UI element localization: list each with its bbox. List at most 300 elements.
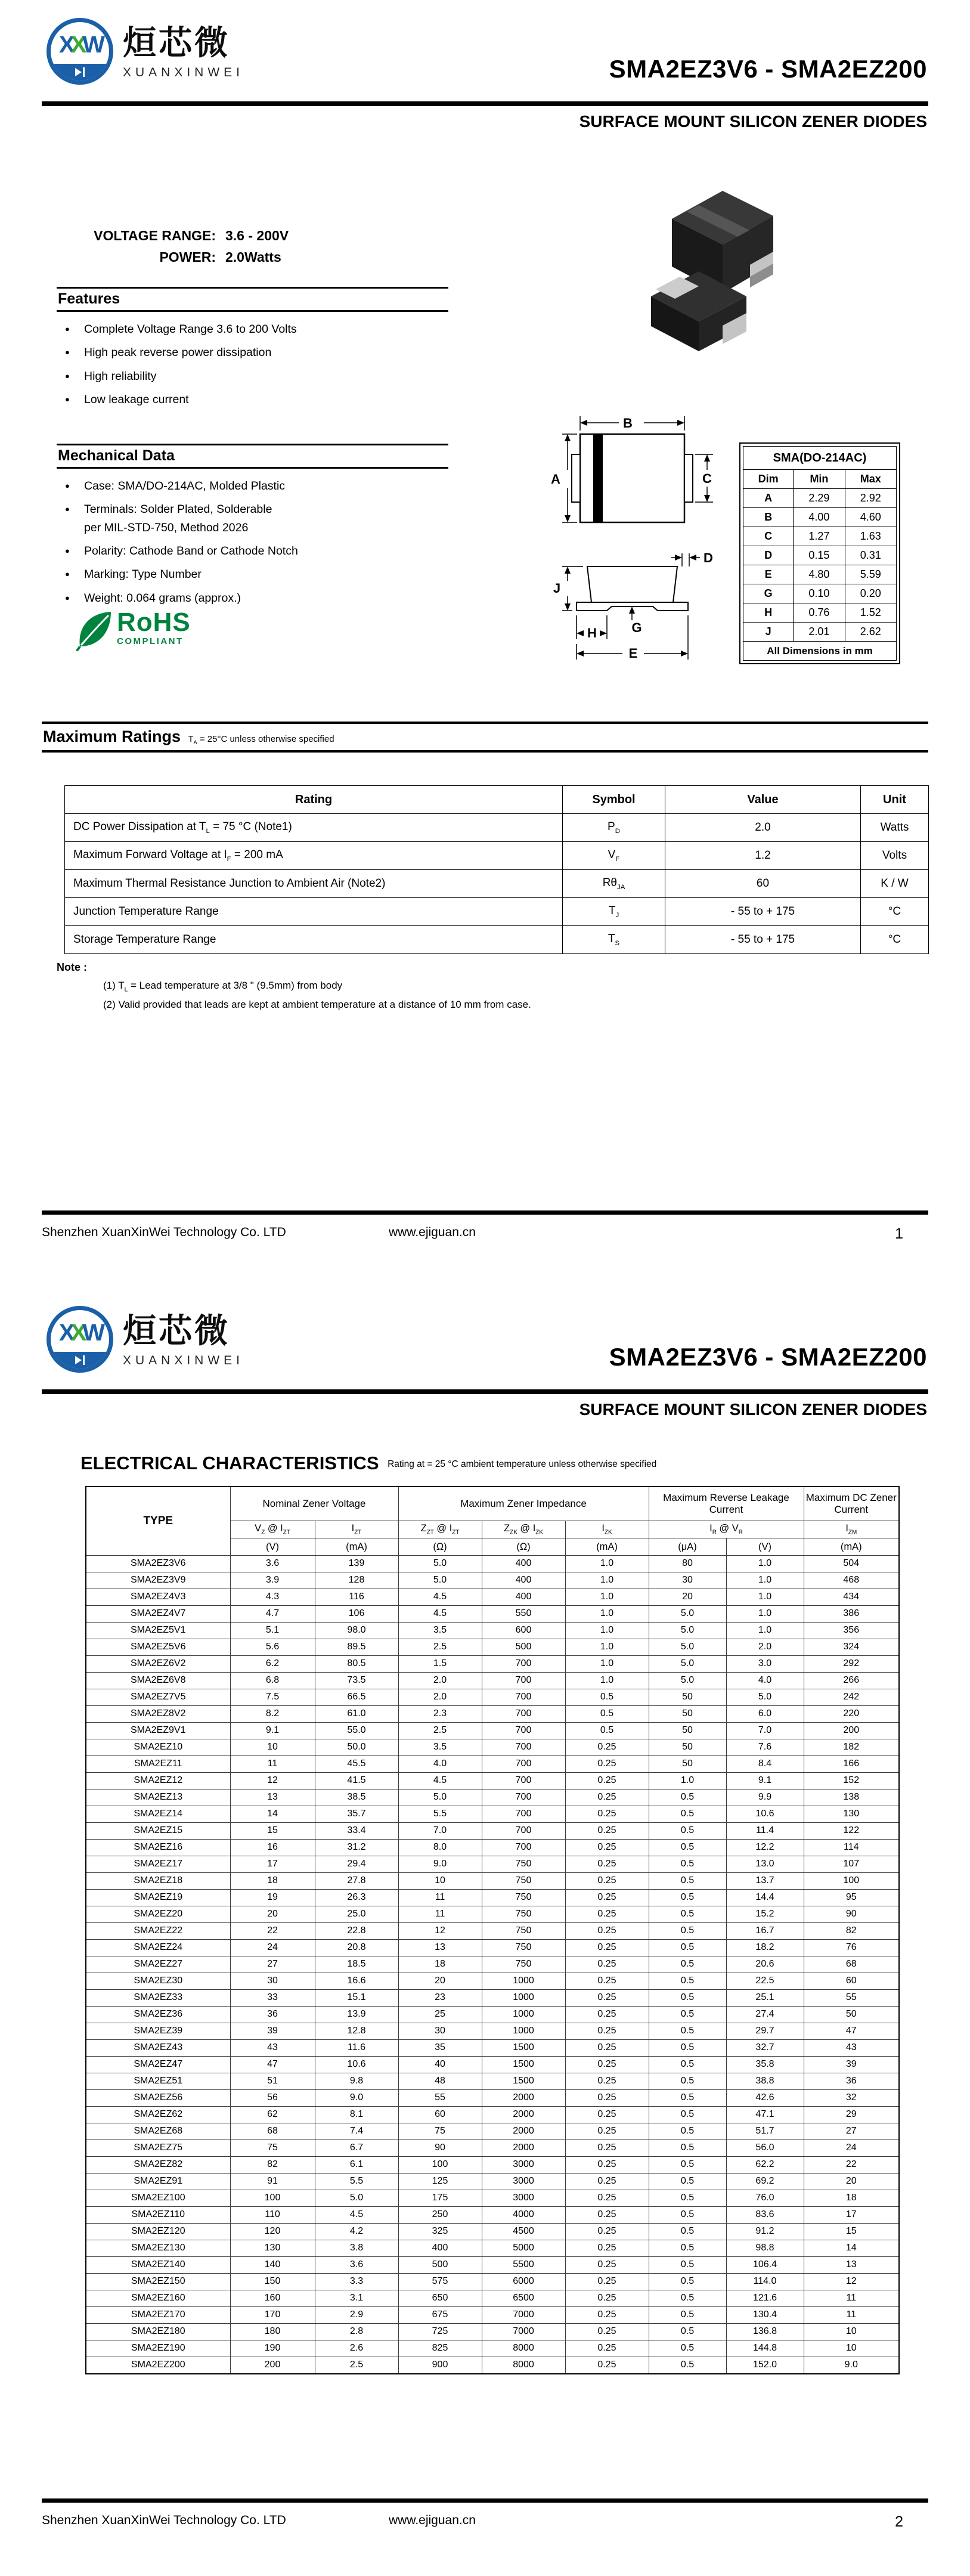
elec-cell: 39 <box>804 2057 899 2073</box>
elec-cell: 11 <box>804 2290 899 2307</box>
bullet-icon: ● <box>65 593 70 602</box>
dim-label-c: C <box>702 471 712 486</box>
elec-cell: 400 <box>398 2240 482 2257</box>
elec-cell: 3000 <box>482 2174 565 2190</box>
maximum-ratings-table <box>64 785 929 954</box>
elec-cell: 2.0 <box>398 1673 482 1689</box>
dim-label-j: J <box>553 581 561 596</box>
elec-cell: 138 <box>804 1789 899 1806</box>
elec-cell: 325 <box>398 2224 482 2240</box>
footer-row <box>42 1225 928 1249</box>
page-number: 2 <box>895 2513 903 2530</box>
elec-cell: 139 <box>315 1556 398 1572</box>
elec-cell: 434 <box>804 1589 899 1606</box>
elec-cell: SMA2EZ75 <box>86 2140 230 2157</box>
elec-cell: 47 <box>230 2057 315 2073</box>
elec-cell: SMA2EZ5V1 <box>86 1623 230 1639</box>
dims-cell: 2.29 <box>794 489 845 508</box>
elec-cell: 160 <box>230 2290 315 2307</box>
elec-cell: 1000 <box>482 1990 565 2007</box>
elec-cell: 6.7 <box>315 2140 398 2157</box>
page-title: SMA2EZ3V6 - SMA2EZ200 <box>609 55 927 83</box>
elec-cell: 50 <box>649 1706 726 1723</box>
elec-cell: 0.25 <box>565 2307 649 2324</box>
elec-cell: 1500 <box>482 2040 565 2057</box>
elec-cell: 0.25 <box>565 2007 649 2023</box>
elec-col-type: TYPE <box>86 1487 230 1556</box>
voltage-range-label: VOLTAGE RANGE: <box>94 228 216 243</box>
elec-cell: 20 <box>804 2174 899 2190</box>
ratings-cell: $P_D$ <box>563 814 665 842</box>
ratings-col-header: Rating <box>65 786 563 814</box>
elec-cell: 15 <box>804 2224 899 2240</box>
elec-cell: 56.0 <box>726 2140 804 2157</box>
elec-cell: 2.3 <box>398 1706 482 1723</box>
mechanical-item <box>57 478 448 494</box>
elec-cell: 0.5 <box>649 2340 726 2357</box>
elec-cell: 3.6 <box>230 1556 315 1572</box>
elec-cell: 700 <box>482 1823 565 1840</box>
dims-cell: H <box>743 603 794 623</box>
bullet-icon: ● <box>65 504 70 514</box>
elec-group-leakage: Maximum Reverse Leakage Current <box>649 1487 804 1521</box>
rohs-title: RoHS <box>117 608 191 637</box>
elec-cell: 18.2 <box>726 1940 804 1956</box>
elec-cell: 76.0 <box>726 2190 804 2207</box>
elec-row <box>86 1572 899 1589</box>
bullet-icon: ● <box>65 371 70 380</box>
elec-cell: 0.25 <box>565 2023 649 2040</box>
brand-name-chinese: 烜芯微 <box>123 1312 230 1349</box>
elec-cell: 61.0 <box>315 1706 398 1723</box>
elec-cell: 0.5 <box>565 1689 649 1706</box>
elec-cell: 4000 <box>482 2207 565 2224</box>
elec-cell: 10.6 <box>726 1806 804 1823</box>
elec-cell: 5.0 <box>649 1623 726 1639</box>
elec-cell: SMA2EZ27 <box>86 1956 230 1973</box>
elec-cell: 14 <box>804 2240 899 2257</box>
elec-group-impedance: Maximum Zener Impedance <box>398 1487 649 1521</box>
elec-cell: 47 <box>804 2023 899 2040</box>
elec-cell: 1500 <box>482 2073 565 2090</box>
mechanical-item <box>57 501 448 535</box>
elec-row <box>86 1890 899 1906</box>
dim-label-e: E <box>628 646 638 661</box>
elec-cell: 48 <box>398 2073 482 2090</box>
elec-cell: 22.8 <box>315 1923 398 1940</box>
elec-cell: SMA2EZ170 <box>86 2307 230 2324</box>
elec-cell: 4.5 <box>398 1773 482 1789</box>
elec-cell: 500 <box>398 2257 482 2274</box>
elec-cell: 0.5 <box>649 2107 726 2123</box>
elec-cell: 700 <box>482 1723 565 1739</box>
elec-cell: 56 <box>230 2090 315 2107</box>
elec-row <box>86 2290 899 2307</box>
elec-cell: 33 <box>230 1990 315 2007</box>
elec-group-row <box>86 1487 899 1521</box>
elec-row <box>86 1856 899 1873</box>
elec-row <box>86 2174 899 2190</box>
elec-cell: 0.5 <box>649 2240 726 2257</box>
elec-cell: 3.6 <box>315 2257 398 2274</box>
elec-subheader: $Z_{ZK}$ @ $I_{ZK}$ <box>482 1521 565 1538</box>
elec-cell: 36 <box>804 2073 899 2090</box>
elec-cell: 0.5 <box>649 1890 726 1906</box>
elec-cell: 4.2 <box>315 2224 398 2240</box>
elec-cell: 20 <box>398 1973 482 1990</box>
dims-col-header: Dim <box>743 470 794 489</box>
elec-row <box>86 2007 899 2023</box>
dims-row <box>743 603 897 623</box>
dims-cell: 1.27 <box>794 527 845 546</box>
elec-cell: 18.5 <box>315 1956 398 1973</box>
elec-cell: 750 <box>482 1873 565 1890</box>
elec-cell: 9.1 <box>230 1723 315 1739</box>
elec-cell: 324 <box>804 1639 899 1656</box>
elec-cell: 1.0 <box>565 1572 649 1589</box>
elec-row <box>86 1656 899 1673</box>
page-subtitle: SURFACE MOUNT SILICON ZENER DIODES <box>579 112 927 131</box>
elec-cell: 29.7 <box>726 2023 804 2040</box>
elec-cell: 16.7 <box>726 1923 804 1940</box>
section-rule <box>42 750 928 753</box>
elec-cell: SMA2EZ9V1 <box>86 1723 230 1739</box>
mechanical-text: Terminals: Solder Plated, Solderable <box>84 503 272 516</box>
elec-cell: 170 <box>230 2307 315 2324</box>
elec-cell: 468 <box>804 1572 899 1589</box>
elec-row <box>86 2357 899 2374</box>
elec-cell: 0.25 <box>565 1823 649 1840</box>
mechanical-text: Weight: 0.064 grams (approx.) <box>84 591 241 605</box>
elec-row <box>86 1789 899 1806</box>
elec-cell: 700 <box>482 1689 565 1706</box>
elec-cell: 4.5 <box>398 1589 482 1606</box>
elec-cell: 0.5 <box>649 2324 726 2340</box>
elec-cell: 19 <box>230 1890 315 1906</box>
elec-cell: 152.0 <box>726 2357 804 2374</box>
electrical-characteristics-header <box>80 1453 656 1474</box>
spec-block <box>67 228 289 271</box>
elec-cell: SMA2EZ200 <box>86 2357 230 2374</box>
elec-cell: 0.25 <box>565 1806 649 1823</box>
elec-cell: SMA2EZ110 <box>86 2207 230 2224</box>
elec-cell: 9.0 <box>398 1856 482 1873</box>
elec-unit: (mA) <box>565 1538 649 1556</box>
elec-cell: 29.4 <box>315 1856 398 1873</box>
power-value: 2.0Watts <box>225 249 281 265</box>
elec-cell: 400 <box>482 1556 565 1572</box>
logo-band <box>51 1352 109 1368</box>
elec-cell: 4.5 <box>398 1606 482 1623</box>
package-outline-diagram <box>506 410 738 676</box>
elec-cell: 675 <box>398 2307 482 2324</box>
elec-cell: SMA2EZ3V6 <box>86 1556 230 1572</box>
product-photo <box>639 174 788 362</box>
voltage-range-value: 3.6 - 200V <box>225 228 289 243</box>
features-list <box>57 321 448 407</box>
elec-cell: 36 <box>230 2007 315 2023</box>
ratings-cell: Junction Temperature Range <box>65 898 563 926</box>
ratings-row <box>65 814 929 842</box>
dims-cell: D <box>743 546 794 565</box>
elec-cell: SMA2EZ22 <box>86 1923 230 1940</box>
elec-cell: 20.8 <box>315 1940 398 1956</box>
elec-cell: 30 <box>398 2023 482 2040</box>
elec-cell: 182 <box>804 1739 899 1756</box>
elec-group-izm: Maximum DC Zener Current <box>804 1487 899 1521</box>
logo-band <box>51 64 109 80</box>
dims-table-body <box>743 489 897 642</box>
elec-cell: 12.8 <box>315 2023 398 2040</box>
elec-cell: 11.4 <box>726 1823 804 1840</box>
elec-row <box>86 1606 899 1623</box>
elec-cell: 7.4 <box>315 2123 398 2140</box>
bullet-icon: ● <box>65 481 70 490</box>
elec-cell: 0.5 <box>649 1956 726 1973</box>
elec-cell: 825 <box>398 2340 482 2357</box>
elec-cell: 0.25 <box>565 1873 649 1890</box>
elec-cell: 128 <box>315 1572 398 1589</box>
elec-cell: 0.5 <box>649 2040 726 2057</box>
elec-cell: 4.7 <box>230 1606 315 1623</box>
elec-cell: 3000 <box>482 2157 565 2174</box>
elec-cell: 0.5 <box>649 1973 726 1990</box>
elec-cell: 750 <box>482 1906 565 1923</box>
elec-cell: 0.5 <box>649 2057 726 2073</box>
elec-cell: 1.0 <box>649 1773 726 1789</box>
elec-row <box>86 2257 899 2274</box>
elec-row <box>86 2190 899 2207</box>
header-rule <box>42 1389 928 1394</box>
elec-cell: 75 <box>230 2140 315 2157</box>
elec-cell: 13 <box>804 2257 899 2274</box>
elec-cell: 114.0 <box>726 2274 804 2290</box>
elec-cell: 10 <box>804 2324 899 2340</box>
elec-cell: 25.1 <box>726 1990 804 2007</box>
elec-cell: 0.5 <box>565 1723 649 1739</box>
elec-cell: 5.5 <box>315 2174 398 2190</box>
elec-cell: SMA2EZ14 <box>86 1806 230 1823</box>
elec-cell: 550 <box>482 1606 565 1623</box>
elec-cell: 90 <box>804 1906 899 1923</box>
dims-row <box>743 489 897 508</box>
elec-cell: 1.0 <box>565 1606 649 1623</box>
elec-cell: 0.25 <box>565 2040 649 2057</box>
elec-cell: 91 <box>230 2174 315 2190</box>
elec-cell: 0.25 <box>565 2240 649 2257</box>
elec-cell: 0.25 <box>565 1773 649 1789</box>
elec-cell: 11 <box>398 1890 482 1906</box>
elec-cell: SMA2EZ51 <box>86 2073 230 2090</box>
elec-cell: 0.5 <box>649 1906 726 1923</box>
elec-cell: SMA2EZ10 <box>86 1739 230 1756</box>
elec-row <box>86 1739 899 1756</box>
elec-cell: SMA2EZ150 <box>86 2274 230 2290</box>
elec-cell: 0.5 <box>649 1940 726 1956</box>
elec-cell: 1.0 <box>726 1572 804 1589</box>
bullet-icon: ● <box>65 394 70 404</box>
elec-cell: 10 <box>230 1739 315 1756</box>
note-label: Note : <box>57 961 87 973</box>
elec-cell: 3.5 <box>398 1623 482 1639</box>
elec-cell: 0.25 <box>565 2257 649 2274</box>
elec-cell: 1000 <box>482 2007 565 2023</box>
elec-cell: SMA2EZ56 <box>86 2090 230 2107</box>
elec-cell: 9.8 <box>315 2073 398 2090</box>
elec-cell: 50 <box>649 1723 726 1739</box>
elec-cell: 7.0 <box>726 1723 804 1739</box>
elec-cell: 700 <box>482 1756 565 1773</box>
elec-cell: SMA2EZ12 <box>86 1773 230 1789</box>
brand-name-latin: XUANXINWEI <box>123 1354 244 1367</box>
elec-cell: 0.25 <box>565 1940 649 1956</box>
elec-cell: 50 <box>649 1689 726 1706</box>
elec-cell: 106 <box>315 1606 398 1623</box>
dims-cell: 4.80 <box>794 565 845 584</box>
mechanical-text: Polarity: Cathode Band or Cathode Notch <box>84 544 298 558</box>
elec-cell: 0.25 <box>565 2357 649 2374</box>
elec-cell: 16 <box>230 1840 315 1856</box>
feature-text: Complete Voltage Range 3.6 to 200 Volts <box>84 323 297 336</box>
dims-cell: 2.01 <box>794 623 845 642</box>
elec-cell: 0.25 <box>565 2290 649 2307</box>
elec-cell: 0.25 <box>565 1973 649 1990</box>
elec-cell: 5.0 <box>726 1689 804 1706</box>
dims-cell: 5.59 <box>845 565 896 584</box>
elec-table-head <box>86 1487 899 1556</box>
elec-cell: SMA2EZ6V2 <box>86 1656 230 1673</box>
elec-row <box>86 2090 899 2107</box>
elec-cell: 8.2 <box>230 1706 315 1723</box>
ratings-cell: 2.0 <box>665 814 861 842</box>
elec-cell: 0.25 <box>565 1890 649 1906</box>
ratings-cell: °C <box>861 926 929 954</box>
elec-cell: 1.0 <box>565 1556 649 1572</box>
elec-cell: SMA2EZ91 <box>86 2174 230 2190</box>
elec-unit: (μA) <box>649 1538 726 1556</box>
dims-cell: 0.20 <box>845 584 896 603</box>
elec-cell: 33.4 <box>315 1823 398 1840</box>
ratings-cell: Storage Temperature Range <box>65 926 563 954</box>
elec-cell: 0.25 <box>565 2174 649 2190</box>
ratings-cell: K / W <box>861 870 929 898</box>
elec-row <box>86 1823 899 1840</box>
ratings-cell: 60 <box>665 870 861 898</box>
mechanical-text: Marking: Type Number <box>84 568 202 581</box>
elec-cell: 130.4 <box>726 2307 804 2324</box>
elec-cell: 39 <box>230 2023 315 2040</box>
elec-cell: 5.0 <box>398 1572 482 1589</box>
diode-icon-bar <box>83 67 85 77</box>
elec-cell: 12.2 <box>726 1840 804 1856</box>
rohs-logo <box>76 609 191 651</box>
dims-cell: 2.92 <box>845 489 896 508</box>
elec-cell: 750 <box>482 1940 565 1956</box>
elec-row <box>86 2107 899 2123</box>
elec-cell: 2.5 <box>398 1723 482 1739</box>
elec-cell: 10 <box>804 2340 899 2357</box>
brand-logo-circle <box>47 1306 113 1373</box>
elec-cell: 62.2 <box>726 2157 804 2174</box>
elec-subheader: $I_{ZM}$ <box>804 1521 899 1538</box>
elec-cell: 35 <box>398 2040 482 2057</box>
elec-cell: 80.5 <box>315 1656 398 1673</box>
elec-cell: 20 <box>649 1589 726 1606</box>
ratings-col-header: Unit <box>861 786 929 814</box>
elec-cell: 50 <box>649 1739 726 1756</box>
elec-cell: 190 <box>230 2340 315 2357</box>
elec-cell: 15.2 <box>726 1906 804 1923</box>
elec-cell: 3.0 <box>726 1656 804 1673</box>
dim-label-d: D <box>704 550 713 565</box>
elec-cell: 1.0 <box>726 1623 804 1639</box>
elec-cell: SMA2EZ43 <box>86 2040 230 2057</box>
footer-company: Shenzhen XuanXinWei Technology Co. LTD <box>42 2513 286 2527</box>
elec-cell: 0.5 <box>649 1806 726 1823</box>
elec-cell: 2000 <box>482 2123 565 2140</box>
logo-letter: W <box>82 32 101 58</box>
elec-cell: 14 <box>230 1806 315 1823</box>
feature-item <box>57 369 448 384</box>
elec-subheader: $I_{ZK}$ <box>565 1521 649 1538</box>
elec-row <box>86 1756 899 1773</box>
ratings-cell: - 55 to + 175 <box>665 898 861 926</box>
elec-cell: 11 <box>804 2307 899 2324</box>
elec-cell: 26.3 <box>315 1890 398 1906</box>
elec-cell: 68 <box>804 1956 899 1973</box>
elec-cell: 1000 <box>482 2023 565 2040</box>
elec-subheader: $I_{ZT}$ <box>315 1521 398 1538</box>
dims-cell: A <box>743 489 794 508</box>
elec-cell: 24 <box>804 2140 899 2157</box>
elec-cell: 27 <box>804 2123 899 2140</box>
elec-cell: 136.8 <box>726 2324 804 2340</box>
elec-cell: 0.25 <box>565 2224 649 2240</box>
elec-cell: 110 <box>230 2207 315 2224</box>
elec-cell: 700 <box>482 1673 565 1689</box>
elec-cell: 40 <box>398 2057 482 2073</box>
elec-cell: 122 <box>804 1823 899 1840</box>
ratings-table-body <box>65 814 929 954</box>
logo-letter: X <box>58 1320 71 1346</box>
elec-cell: SMA2EZ18 <box>86 1873 230 1890</box>
ratings-row <box>65 870 929 898</box>
elec-cell: 3.5 <box>398 1739 482 1756</box>
brand-name <box>123 18 244 80</box>
elec-cell: 32.7 <box>726 2040 804 2057</box>
elec-cell: 750 <box>482 1923 565 1940</box>
mechanical-data-title: Mechanical Data <box>58 447 175 464</box>
elec-cell: 0.5 <box>649 2140 726 2157</box>
elec-cell: SMA2EZ5V6 <box>86 1639 230 1656</box>
elec-cell: 8.4 <box>726 1756 804 1773</box>
elec-cell: SMA2EZ180 <box>86 2324 230 2340</box>
elec-cell: 700 <box>482 1739 565 1756</box>
elec-cell: 38.5 <box>315 1789 398 1806</box>
elec-cell: 43 <box>804 2040 899 2057</box>
elec-cell: 4.5 <box>315 2207 398 2224</box>
elec-row <box>86 1689 899 1706</box>
elec-cell: SMA2EZ47 <box>86 2057 230 2073</box>
feature-text: High reliability <box>84 369 157 383</box>
elec-cell: 50 <box>804 2007 899 2023</box>
dims-row <box>743 565 897 584</box>
dims-col-header: Min <box>794 470 845 489</box>
elec-cell: 5.6 <box>230 1639 315 1656</box>
feature-text: High peak reverse power dissipation <box>84 346 272 360</box>
elec-unit: (V) <box>230 1538 315 1556</box>
ratings-cell: $T_J$ <box>563 898 665 926</box>
